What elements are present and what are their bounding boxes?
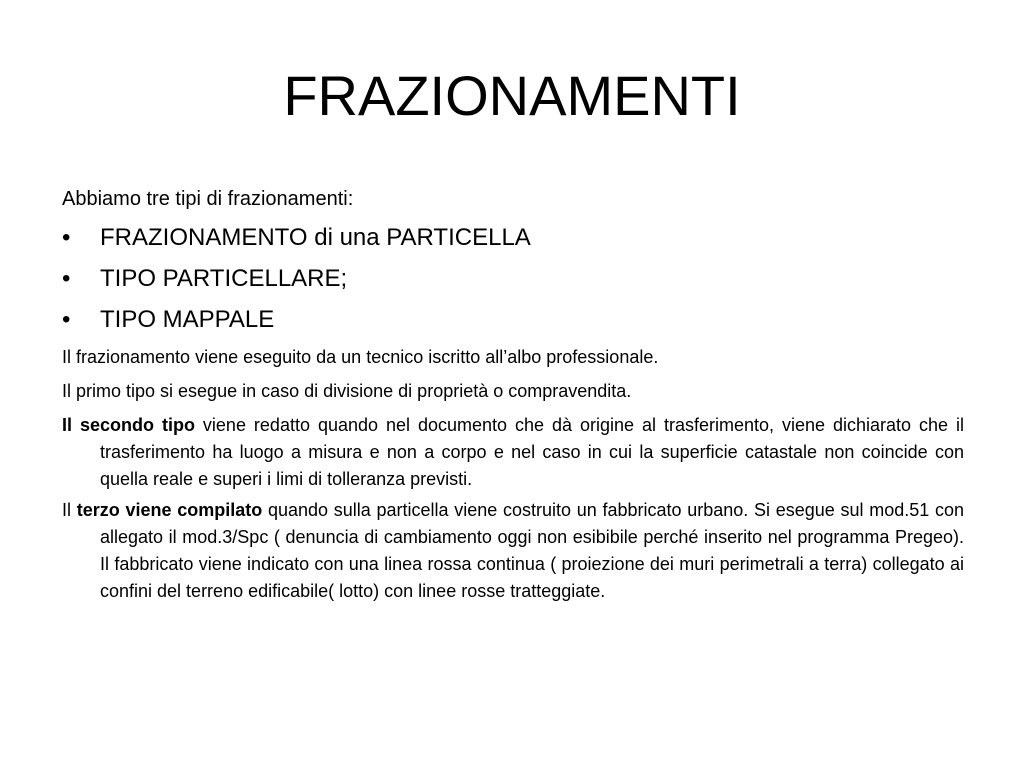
intro-text: Abbiamo tre tipi di frazionamenti: bbox=[62, 188, 354, 210]
second-type-text: viene redatto quando nel documento che dà origine al trasferimento, viene dichiarato che il trasferimento ha luogo a misura e non a corpo e nel caso in cui la superficie catastale non coincide con quella reale e superi i limi di tolleranza previsti. bbox=[100, 415, 964, 489]
bullet-icon: • bbox=[62, 306, 71, 333]
slide-title: FRAZIONAMENTI bbox=[283, 64, 741, 127]
paragraph-third-type bbox=[62, 497, 964, 605]
bullet-item bbox=[62, 221, 964, 255]
third-type-text: quando sulla particella viene costruito un fabbricato urbano. Si esegue sul mod.51 con allegato il mod.3/Spc ( denuncia di cambiamento oggi non esibibile perché inserito nel programma Pregeo). Il fabbricato viene indicato con una linea rossa continua ( proiezione dei muri perimetrali a terra) collegato ai confini del terreno edificabile( lotto) con linee rosse tratteggiate. bbox=[100, 500, 964, 601]
third-type-prefix: Il bbox=[62, 500, 77, 520]
bullet-list bbox=[62, 221, 964, 337]
bullet-text: TIPO PARTICELLARE; bbox=[100, 265, 348, 292]
third-type-label: terzo viene compilato bbox=[76, 500, 263, 520]
second-type-label: Il secondo tipo bbox=[62, 415, 195, 435]
paragraph-second-type bbox=[62, 412, 964, 493]
paragraph-first-type: Il primo tipo si esegue in caso di divisione di proprietà o compravendita. bbox=[62, 381, 632, 401]
bullet-item bbox=[62, 303, 964, 337]
slide-content bbox=[62, 184, 964, 609]
bullet-item bbox=[62, 262, 964, 296]
bullet-text: TIPO MAPPALE bbox=[100, 306, 275, 333]
bullet-text: FRAZIONAMENTO di una PARTICELLA bbox=[100, 224, 531, 251]
bullet-icon: • bbox=[62, 224, 71, 251]
paragraph-professional: Il frazionamento viene eseguito da un tecnico iscritto all’albo professionale. bbox=[62, 347, 659, 367]
bullet-icon: • bbox=[62, 265, 71, 292]
